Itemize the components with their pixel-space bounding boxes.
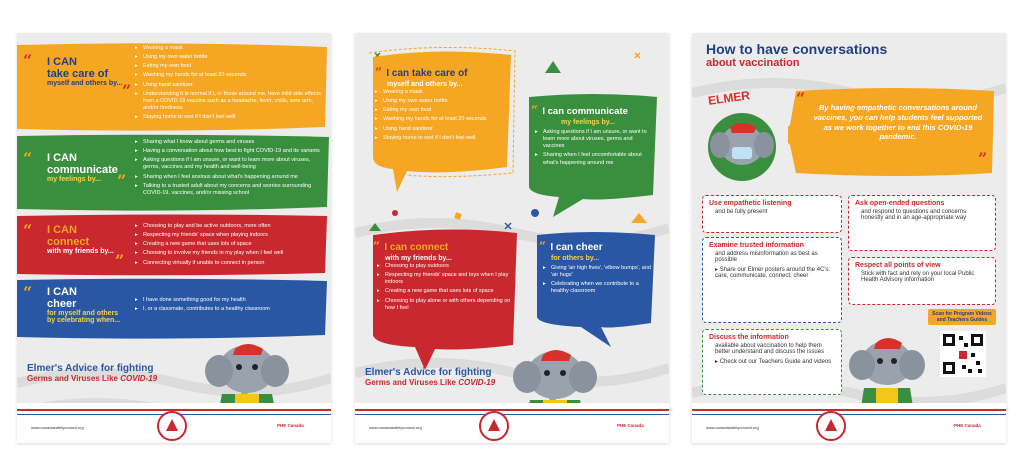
advice-title: Elmer's Advice for fighting Germs and Viruses Like COVID-19 <box>365 367 496 387</box>
qr-code-icon[interactable] <box>940 331 986 377</box>
quote-text: By having empathetic conversations around vaccines, you can help students feel supported as we work together to end this COVID-19 pandemic. <box>813 103 983 142</box>
card-respect-points-of-view: Respect all points of view Stick with fact and rely on your local Public Health Advisory information <box>848 257 996 305</box>
footer <box>692 403 1006 443</box>
care-bubble-heading: “ I can take care of myself and others by... <box>375 65 468 88</box>
safety-council-seal-icon <box>479 411 509 441</box>
connect-heading: I CAN connect with my friends by... <box>47 224 114 256</box>
close-quote-icon: ” <box>115 251 125 270</box>
partner-logo: PHE Canada <box>277 423 304 428</box>
cheer-bullets: ▸ I have done something good for my health ▸ I, or a classmate, contributes to a healthy classroom <box>135 297 323 315</box>
close-quote-icon: ” <box>978 149 988 168</box>
open-quote-icon: “ <box>23 221 33 240</box>
card-empathetic-listening: Use empathetic listening and be fully present <box>702 195 842 233</box>
elmer-elephant-illustration <box>842 333 932 413</box>
cheer-bubble-bullets: ▸ Giving 'air high fives', 'elbow bumps', and 'air hugs' ▸ Celebrating when we contribute to a healthy classroom <box>543 265 653 298</box>
partner-logo: PHE Canada <box>954 423 981 428</box>
website-url[interactable]: www.canadasafetycouncil.org <box>369 425 422 430</box>
footer <box>17 403 331 443</box>
card-discuss-information: Discuss the information available about vaccination to help them better understand and discuss the issues ▸ Check out our Teachers Guide and videos <box>702 329 842 395</box>
poster-speech-bubbles <box>355 33 669 443</box>
close-quote-icon: ” <box>117 171 127 190</box>
care-heading: I CAN take care of myself and others by... <box>47 56 123 88</box>
partner-logo: PHE Canada <box>617 423 644 428</box>
close-quote-icon: ” <box>122 81 132 100</box>
communicate-bullets: ▸ Sharing what I know about germs and viruses ▸ Having a conversation about how best to fight COVID-19 and its variants ▸ Asking questions if I am unsure, or want to learn more about viruses, germs, vaccines and my health and well-being ▸ Sharing when I feel anxious about what's happening around me ▸ Talking to a trusted adult about my concerns and worries surrounding COVID-19, vaccines, and/or missing school <box>135 139 323 199</box>
communicate-bubble-heading: “ I can communicate my feelings by... <box>531 103 628 126</box>
card-open-ended-questions: Ask open-ended questions and respond to questions and concerns honestly and in an age-appropriate way <box>848 195 996 251</box>
care-bubble-bullets: ▸ Wearing a mask ▸ Using my own water bottle ▸ Eating my own food ▸ Washing my hands for at least 20 seconds ▸ Using hand sanitizer ▸ Staying home to rest if I don't feel well <box>375 89 505 144</box>
open-quote-icon: “ <box>23 51 33 70</box>
connect-bullets: ▸ Choosing to play and be active outdoors, more often ▸ Respecting my friends' space when playing indoors ▸ Creating a new game that uses lots of space ▸ Choosing to involve my friends in my play when I feel well ▸ Connecting virtually if unable to connect in person <box>135 223 323 269</box>
website-url[interactable]: www.canadasafetycouncil.org <box>31 425 84 430</box>
poster-vaccination-conversations <box>692 33 1006 443</box>
qr-label: Scan for Program Videos and Teachers Guides <box>928 309 996 325</box>
poster-care-communicate-connect-cheer <box>17 33 331 443</box>
open-quote-icon: “ <box>23 149 33 168</box>
card-trusted-information: Examine trusted information and address misinformation as best as possible ▸ Share our Elmer posters around the 4C's: care, communicate, connect, cheer <box>702 237 842 323</box>
safety-council-seal-icon <box>157 411 187 441</box>
connect-bubble-bullets: ▸ Choosing to play outdoors ▸ Respecting my friends' space and toys when I play indoors ▸ Creating a new game that uses lots of space ▸ Choosing to play alone or with others depending on how I feel <box>377 263 513 314</box>
care-bullets: ▸ Wearing a mask ▸ Using my own water bottle ▸ Eating my own food ▸ Washing my hands for at least 20 seconds ▸ Using hand sanitizer ▸ Understanding it is normal if I, or those around me, have mild side effects from a COVID-19 vaccine such as a headache, fever, chills, sore arm, and/or tiredness ▸ Staying home to rest if I don't feel well <box>135 45 323 123</box>
elmer-name-logo: ELMER <box>707 88 751 108</box>
open-quote-icon: “ <box>796 89 806 108</box>
connect-bubble-heading: “ I can connect with my friends by... <box>373 239 452 262</box>
safety-council-seal-icon <box>816 411 846 441</box>
communicate-heading: I CAN communicate my feelings by... <box>47 152 118 184</box>
advice-title: Elmer's Advice for fighting Germs and Viruses Like COVID-19 <box>27 363 158 383</box>
cheer-heading: I CAN cheer for myself and others by celebrating when... <box>47 286 121 325</box>
communicate-bubble-bullets: ▸ Asking questions if I am unsure, or want to learn more about viruses, germs and vaccines ▸ Sharing when I feel uncomfortable about what's happening around me <box>535 129 653 169</box>
open-quote-icon: “ <box>23 283 33 302</box>
page-title: How to have conversations about vaccination <box>706 41 888 69</box>
website-url[interactable]: www.canadasafetycouncil.org <box>706 425 759 430</box>
cheer-bubble-heading: “ I can cheer for others by... <box>539 239 603 262</box>
footer <box>355 403 669 443</box>
